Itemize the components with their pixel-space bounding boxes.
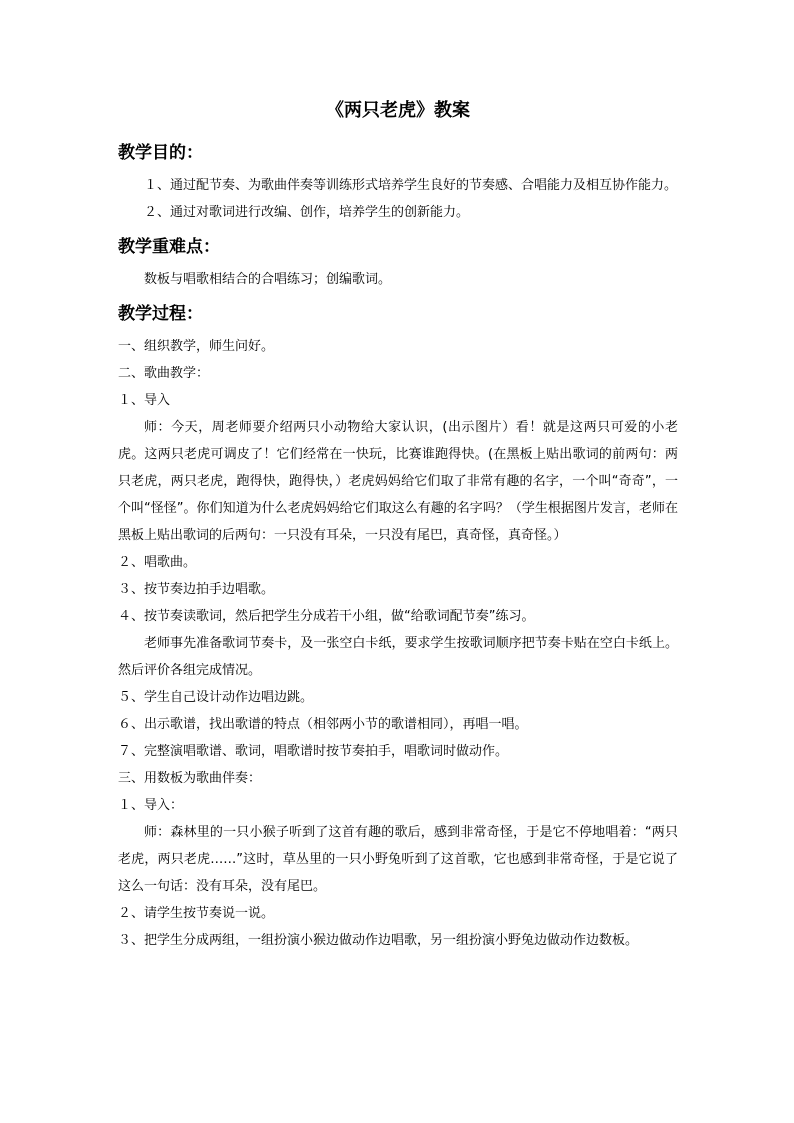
process-line-intro: １、导入 (118, 393, 171, 408)
process-line-clap: ３、按节奏边拍手边唱歌。 (118, 582, 275, 597)
process-paragraph-cards: 老师事先准备歌词节奏卡，及一张空白卡纸，要求学生按歌词顺序把节奏卡贴在空白卡纸上。然后评价各组完成情况。 (118, 636, 678, 678)
key-points-heading: 教学重难点： (118, 237, 220, 257)
process-paragraph-forest: 师：森林里的一只小猴子听到了这首有趣的歌后，感到非常奇怪，于是它不停地唱着：“两只老虎，两只老虎……”这时，草丛里的一只小野兔听到了这首歌，它也感到非常奇怪，于是它说了这么一句话：没有耳朵，没有尾巴。 (118, 825, 678, 894)
key-points-text: 数板与唱歌相结合的合唱练习；创编歌词。 (144, 272, 392, 287)
goals-heading: 教学目的： (118, 143, 203, 163)
process-line-shuban: 三、用数板为歌曲伴奏： (118, 771, 262, 786)
process-heading: 教学过程： (118, 304, 203, 324)
process-line-organize: 一、组织教学，师生问好。 (118, 339, 275, 354)
process-line-full-perform: ７、完整演唱歌谱、歌词，唱歌谱时按节奏拍手，唱歌词时做动作。 (118, 744, 509, 759)
process-line-song-teaching: 二、歌曲教学： (118, 366, 210, 381)
document-title: 《两只老虎》教案 (326, 100, 470, 121)
goal-item-2: ２、通过对歌词进行改编、创作，培养学生的创新能力。 (144, 205, 470, 220)
process-line-sing: ２、唱歌曲。 (118, 555, 197, 570)
process-line-groups: ３、把学生分成两组，一组扮演小猴边做动作边唱歌，另一组扮演小野兔边做动作边数板。 (118, 933, 639, 948)
process-line-rhythm: ４、按节奏读歌词，然后把学生分成若干小组，做“给歌词配节奏”练习。 (118, 609, 535, 624)
process-line-dance: ５、学生自己设计动作边唱边跳。 (118, 690, 314, 705)
goal-item-1: １、通过配节奏、为歌曲伴奏等训练形式培养学生良好的节奏感、合唱能力及相互协作能力。 (144, 178, 678, 193)
process-paragraph-teacher-intro: 师：今天，周老师要介绍两只小动物给大家认识，(出示图片）看！就是这两只可爱的小老虎。这两只老虎可调皮了！它们经常在一快玩，比赛谁跑得快。(在黑板上贴出歌词的前两句：两只老虎，两只老虎，跑得快，跑得快，）老虎妈妈给它们取了非常有趣的名字，一个叫“奇奇”，一个叫“怪怪”。你们知道为什么老虎妈妈给它们取这么有趣的名字吗？（学生根据图片发言，老师在黑板上贴出歌词的后两句：一只没有耳朵，一只没有尾巴，真奇怪，真奇怪。） (118, 420, 678, 543)
process-line-intro-2: １、导入： (118, 798, 184, 813)
process-line-score: ６、出示歌谱，找出歌谱的特点（相邻两小节的歌谱相同），再唱一唱。 (118, 717, 528, 732)
document-page (118, 96, 678, 954)
process-line-say: ２、请学生按节奏说一说。 (118, 906, 275, 921)
